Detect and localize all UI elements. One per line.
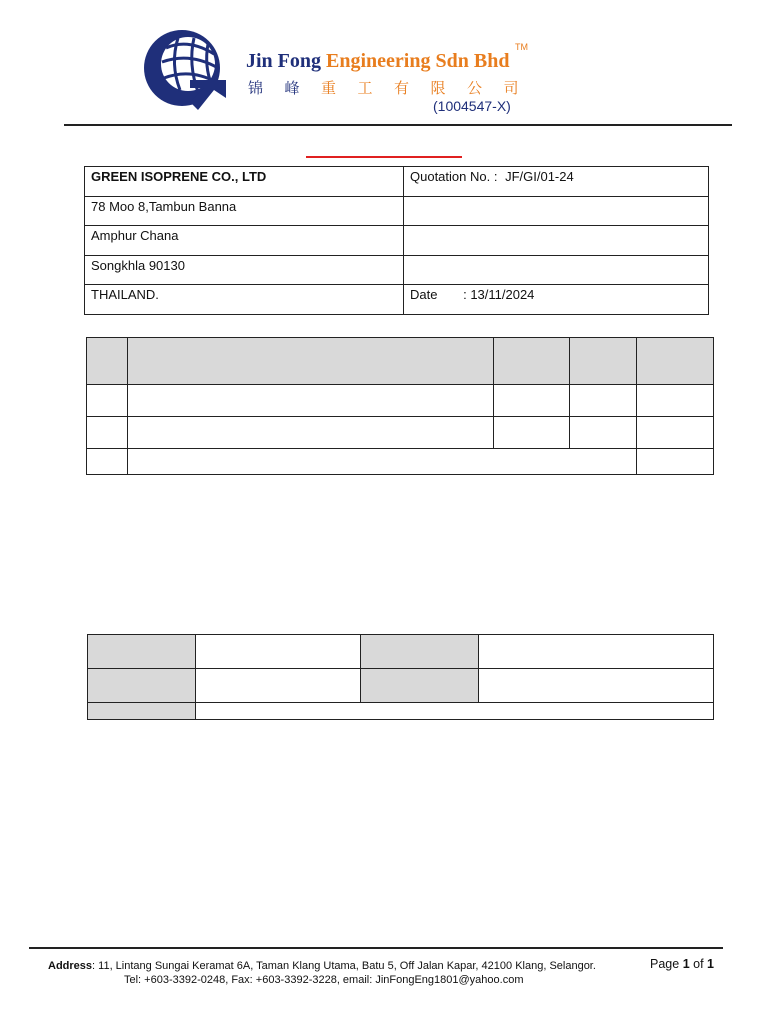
header-divider [64,124,732,126]
chinese-char: 工 [357,79,373,97]
page-of: of [693,957,704,971]
footer-divider [29,947,723,949]
value-cell [479,669,714,703]
table-row [88,635,714,669]
header-cell [637,338,714,385]
date-cell [404,285,709,315]
customer-info-table [84,166,709,315]
table-row [87,385,714,417]
cell [637,385,714,417]
page-current: 1 [682,957,690,971]
chinese-char: 峰 [284,79,300,97]
total-row [87,449,714,475]
title-underline [306,156,462,158]
cell [570,385,637,417]
company-name-part2: Engineering Sdn Bhd [326,50,510,72]
cell [127,449,636,475]
table-row [88,703,714,720]
empty-cell [404,255,709,285]
chinese-char: 有 [394,79,410,97]
page-prefix: Page [650,957,680,971]
empty-cell [404,196,709,226]
company-name [246,50,509,73]
header-cell [570,338,637,385]
customer-name: GREEN ISOPRENE CO., LTD [85,167,404,197]
cell [637,417,714,449]
label-cell [360,635,479,669]
address-label: Address [48,960,93,972]
value-cell [479,635,714,669]
chinese-char: 公 [467,79,483,97]
trademark: TM [515,42,528,52]
table-row [87,417,714,449]
address-line-1: 78 Moo 8,Tambun Banna [85,196,404,226]
quotation-no-cell [404,167,709,197]
value-cell [195,635,360,669]
page-number [650,957,714,971]
header-cell [494,338,570,385]
label-cell [88,635,196,669]
empty-cell [404,226,709,256]
date-value: : 13/11/2024 [463,287,535,303]
cell [87,385,128,417]
value-cell [195,669,360,703]
summary-table [87,634,714,720]
footer-contact: Tel: +603-3392-0248, Fax: +603-3392-3228, email: JinFongEng1801@yahoo.com [124,974,524,986]
cell [87,449,128,475]
header-cell [87,338,128,385]
cell [570,417,637,449]
chinese-char: 限 [430,79,446,97]
header-cell [127,338,493,385]
cell [637,449,714,475]
company-chinese-name [248,77,540,98]
quotation-number: JF/GI/01-24 [505,169,574,184]
cell [494,417,570,449]
address-line-3: Songkhla 90130 [85,255,404,285]
label-cell [88,703,196,720]
company-logo [140,28,232,112]
company-name-part1: Jin Fong [246,50,322,72]
address-text: : 11, Lintang Sungai Keramat 6A, Taman Klang Utama, Batu 5, Off Jalan Kapar, 42100 Klang, Selangor. [92,960,596,972]
cell [494,385,570,417]
label-cell [360,669,479,703]
chinese-char: 司 [503,79,519,97]
table-row [88,669,714,703]
quotation-label: Quotation No. : [410,169,498,184]
value-cell [195,703,713,720]
chinese-char: 锦 [248,79,264,97]
registration-number: (1004547-X) [433,98,511,114]
items-header-row [87,338,714,385]
address-line-2: Amphur Chana [85,226,404,256]
page-total: 1 [707,957,714,971]
footer-address [48,960,596,972]
date-label: Date [410,287,438,303]
address-country: THAILAND. [85,285,404,315]
chinese-char: 重 [321,79,337,97]
cell [127,417,493,449]
label-cell [88,669,196,703]
cell [87,417,128,449]
items-table [86,337,714,475]
cell [127,385,493,417]
